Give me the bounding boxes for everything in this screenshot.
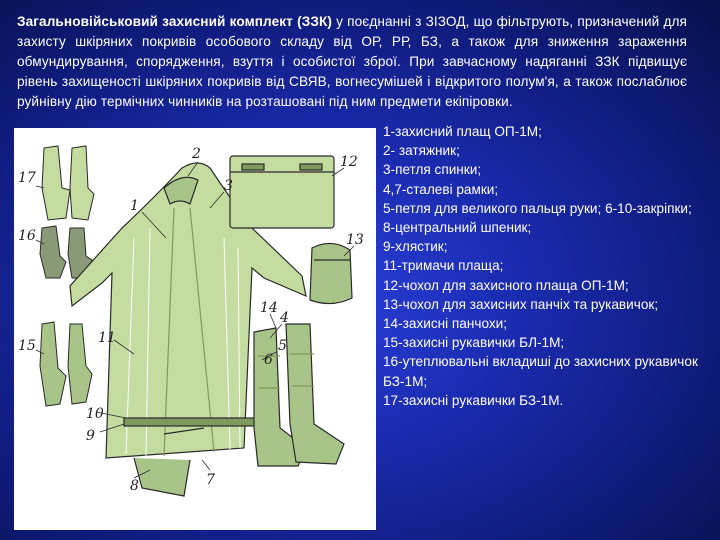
protective-kit-drawing	[14, 128, 376, 530]
intro-text: у поєднанні з ЗІЗОД, що фільтрують, призначений для захисту шкіряних покривів особового складу від ОР, РР, БЗ, а також для зниження зараження обмундирування, спорядження, взуття і особистої зброї. При завчасному надяганні ЗЗК підвищує рівень захищеності шкіряних покривів від СВЯВ, вогнесумішей і відкритого полум'я, а також послаблює руйнівну дію термічних чинників на розташовані під ним предмети екіпіровки.	[17, 14, 688, 109]
callout-3: 3	[224, 178, 233, 194]
legend-item: 4,7-сталеві рамки;	[383, 181, 499, 197]
callout-13: 13	[346, 232, 364, 248]
callout-6: 6	[264, 352, 273, 368]
cloak-cover-drawing	[230, 156, 334, 228]
callout-8: 8	[130, 478, 139, 494]
legend-item: 1-захисний плащ ОП-1М;	[383, 124, 542, 139]
protective-kit-illustration	[14, 128, 376, 530]
intro-paragraph	[17, 12, 687, 112]
legend-item: 9-хлястик;	[383, 239, 448, 255]
callout-9: 9	[86, 428, 95, 444]
callout-16: 16	[18, 228, 36, 244]
intro-bold-lead: Загальновійськовий захисний комплект (ЗЗК)	[17, 14, 332, 29]
callout-5: 5	[278, 338, 287, 354]
callout-7: 7	[206, 472, 215, 488]
callout-1: 1	[130, 198, 139, 214]
legend-item: 5-петля для великого пальця руки; 6-10-закріпки;	[383, 200, 692, 216]
legend-item: 12-чохол для захисного плаща ОП-1М;	[383, 277, 629, 293]
callout-15: 15	[18, 338, 36, 354]
callout-12: 12	[340, 154, 358, 170]
callout-11: 11	[98, 330, 116, 346]
callout-17: 17	[18, 170, 36, 186]
callout-10: 10	[86, 406, 104, 422]
callout-2: 2	[192, 146, 201, 162]
legend-item: 16-утеплювальні вкладиші до захисних рукавичок БЗ-1М;	[383, 354, 698, 389]
legend-item: 3-петля спинки;	[383, 162, 482, 178]
callout-14: 14	[260, 300, 278, 316]
component-legend	[383, 122, 701, 410]
legend-item: 13-чохол для захисних панчіх та рукавичок;	[383, 296, 659, 312]
legend-item: 8-центральний шпеник;	[383, 220, 532, 236]
legend-item: 2- затяжник;	[383, 143, 460, 159]
legend-item: 17-захисні рукавички БЗ-1М.	[383, 392, 564, 408]
callout-4: 4	[280, 310, 289, 326]
legend-item: 15-захисні рукавички БЛ-1М;	[383, 335, 565, 351]
stockings-cover-drawing	[310, 243, 352, 303]
legend-item: 11-тримачи плаща;	[383, 258, 504, 274]
legend-item: 14-захисні панчохи;	[383, 316, 508, 332]
